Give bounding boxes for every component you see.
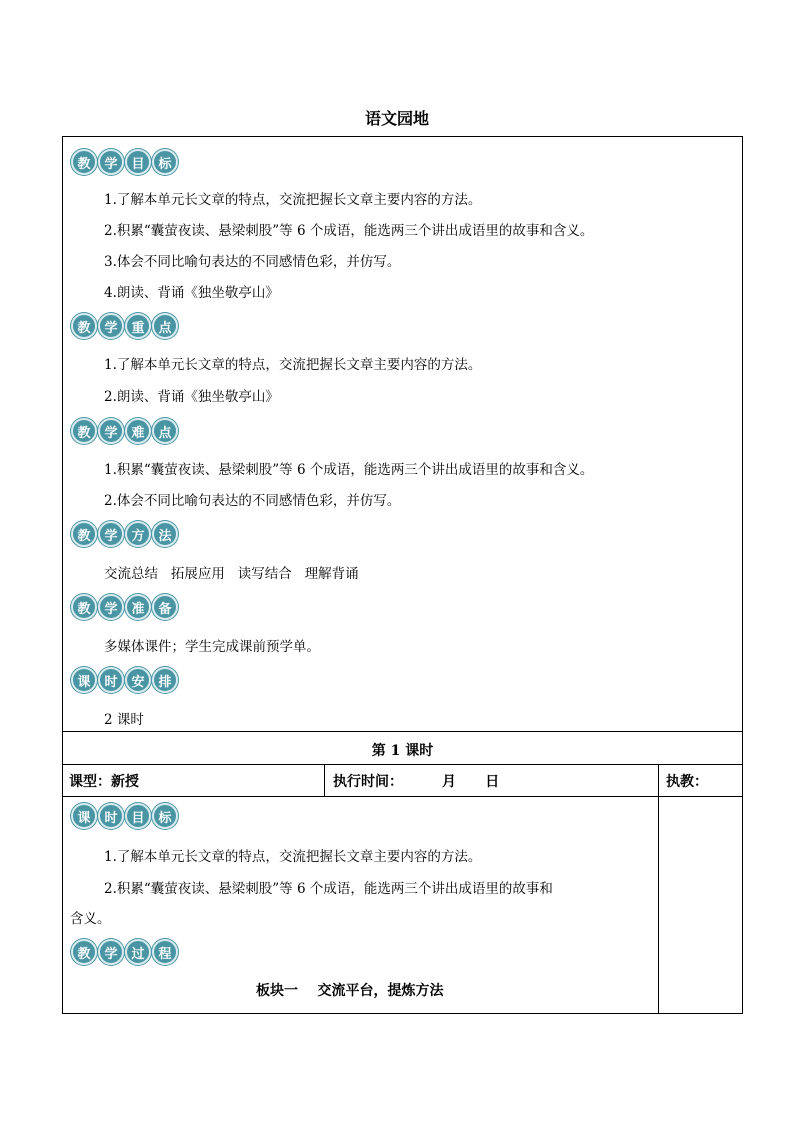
- lesson-goal-item: 1.了解本单元长文章的特点，交流把握长文章主要内容的方法。: [104, 849, 482, 865]
- difficulty-item: 2.体会不同比喻句表达的不同感情色彩，并仿写。: [104, 493, 401, 509]
- heading-char-badge: 教: [71, 418, 97, 444]
- heading-char-badge: 目: [125, 803, 151, 829]
- section-heading-methods: [71, 521, 178, 551]
- col-divider: [658, 764, 659, 1014]
- section-heading-goals: [71, 149, 178, 179]
- heading-char-badge: 标: [152, 803, 178, 829]
- heading-char-badge: 程: [152, 939, 178, 965]
- heading-char-badge: 目: [125, 149, 151, 175]
- heading-char-badge: 点: [152, 313, 178, 339]
- lesson-time: 执行时间： 月 日: [333, 774, 500, 790]
- focus-item: 1.了解本单元长文章的特点，交流把握长文章主要内容的方法。: [104, 357, 482, 373]
- prep-item: 多媒体课件；学生完成课前预学单。: [104, 639, 320, 655]
- lesson-title: 第 1 课时: [371, 743, 434, 759]
- heading-char-badge: 过: [125, 939, 151, 965]
- section-heading-schedule: [71, 667, 178, 697]
- lesson-goal-item: 含义。: [70, 911, 111, 927]
- heading-char-badge: 学: [98, 939, 124, 965]
- heading-char-badge: 教: [71, 313, 97, 339]
- page-title: 语文园地: [364, 109, 429, 128]
- lesson-teacher: 执教：: [666, 774, 708, 790]
- heading-char-badge: 学: [98, 594, 124, 620]
- heading-char-badge: 标: [152, 149, 178, 175]
- schedule-item: 2 课时: [104, 712, 144, 728]
- heading-char-badge: 准: [125, 594, 151, 620]
- methods-item: 交流总结 拓展应用 读写结合 理解背诵: [104, 566, 359, 582]
- heading-char-badge: 教: [71, 939, 97, 965]
- section-heading-lesson-goals: [71, 803, 178, 833]
- heading-char-badge: 课: [71, 803, 97, 829]
- focus-item: 2.朗读、背诵《独坐敬亭山》: [104, 389, 279, 405]
- heading-char-badge: 学: [98, 313, 124, 339]
- heading-char-badge: 教: [71, 521, 97, 547]
- goal-item: 4.朗读、背诵《独坐敬亭山》: [104, 285, 279, 301]
- heading-char-badge: 学: [98, 418, 124, 444]
- goal-item: 1.了解本单元长文章的特点，交流把握长文章主要内容的方法。: [104, 192, 482, 208]
- heading-char-badge: 点: [152, 418, 178, 444]
- heading-char-badge: 排: [152, 667, 178, 693]
- heading-char-badge: 教: [71, 594, 97, 620]
- row-divider: [63, 796, 742, 797]
- heading-char-badge: 学: [98, 521, 124, 547]
- section-heading-process: [71, 939, 178, 969]
- lesson-plan-table: [62, 136, 743, 1014]
- block-heading: 板块一 交流平台，提炼方法: [256, 983, 444, 999]
- goal-item: 2.积累“囊萤夜读、悬梁刺股”等 6 个成语，能选两三个讲出成语里的故事和含义。: [104, 223, 594, 239]
- lesson-goal-item: 2.积累“囊萤夜读、悬梁刺股”等 6 个成语，能选两三个讲出成语里的故事和: [104, 881, 553, 897]
- heading-char-badge: 重: [125, 313, 151, 339]
- heading-char-badge: 时: [98, 803, 124, 829]
- heading-char-badge: 时: [98, 667, 124, 693]
- heading-char-badge: 难: [125, 418, 151, 444]
- row-divider: [63, 731, 742, 732]
- lesson-type: 课型：新授: [69, 774, 139, 790]
- heading-char-badge: 备: [152, 594, 178, 620]
- heading-char-badge: 方: [125, 521, 151, 547]
- row-divider: [63, 764, 742, 765]
- goal-item: 3.体会不同比喻句表达的不同感情色彩，并仿写。: [104, 254, 401, 270]
- section-heading-prep: [71, 594, 178, 624]
- heading-char-badge: 学: [98, 149, 124, 175]
- col-divider: [324, 764, 325, 796]
- heading-char-badge: 法: [152, 521, 178, 547]
- heading-char-badge: 安: [125, 667, 151, 693]
- heading-char-badge: 课: [71, 667, 97, 693]
- section-heading-focus: [71, 313, 178, 343]
- difficulty-item: 1.积累“囊萤夜读、悬梁刺股”等 6 个成语，能选两三个讲出成语里的故事和含义。: [104, 462, 594, 478]
- heading-char-badge: 教: [71, 149, 97, 175]
- section-heading-difficulty: [71, 418, 178, 448]
